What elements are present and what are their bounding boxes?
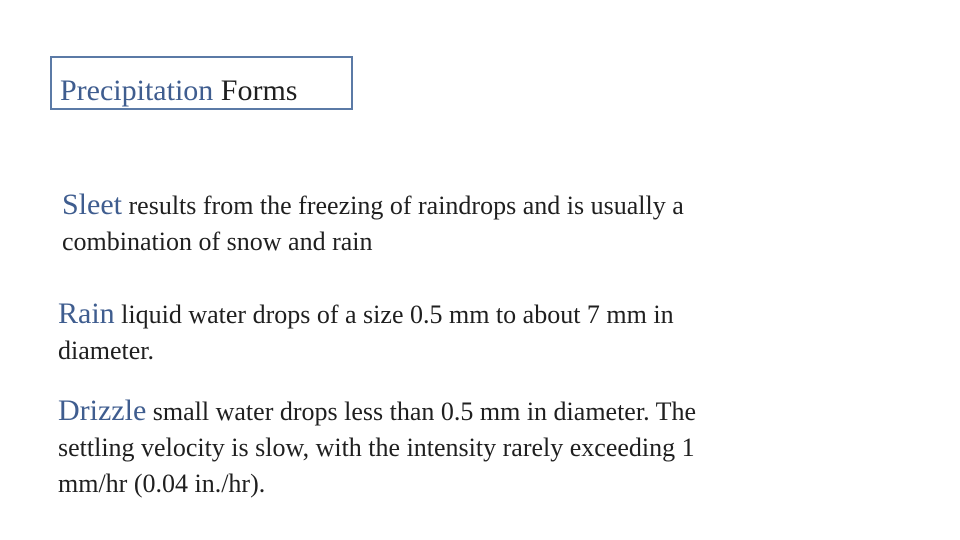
paragraph-sleet: [62, 187, 862, 260]
drizzle-definition-line1: small water drops less than 0.5 mm in diameter. The: [146, 397, 697, 426]
sleet-definition-line2: combination of snow and rain: [62, 227, 373, 256]
term-rain: Rain: [58, 297, 115, 330]
paragraph-rain: [58, 296, 858, 369]
slide-title: [60, 73, 297, 109]
rain-definition-line2: diameter.: [58, 336, 155, 365]
paragraph-drizzle: [58, 393, 858, 502]
drizzle-definition-line3: mm/hr (0.04 in./hr).: [58, 469, 266, 498]
paragraph-line: [58, 393, 858, 430]
title-word-precipitation: Precipitation: [60, 74, 214, 107]
paragraph-line: [62, 187, 862, 224]
term-drizzle: Drizzle: [58, 394, 147, 427]
drizzle-definition-line2: settling velocity is slow, with the intensity rarely exceeding 1: [58, 433, 695, 462]
rain-definition-line1: liquid water drops of a size 0.5 mm to about 7 mm in: [114, 300, 674, 329]
title-box: [50, 56, 353, 110]
sleet-definition-line1: results from the freezing of raindrops and is usually a: [122, 191, 684, 220]
term-sleet: Sleet: [62, 188, 122, 221]
title-word-forms: Forms: [220, 74, 298, 107]
paragraph-line: [58, 296, 858, 333]
